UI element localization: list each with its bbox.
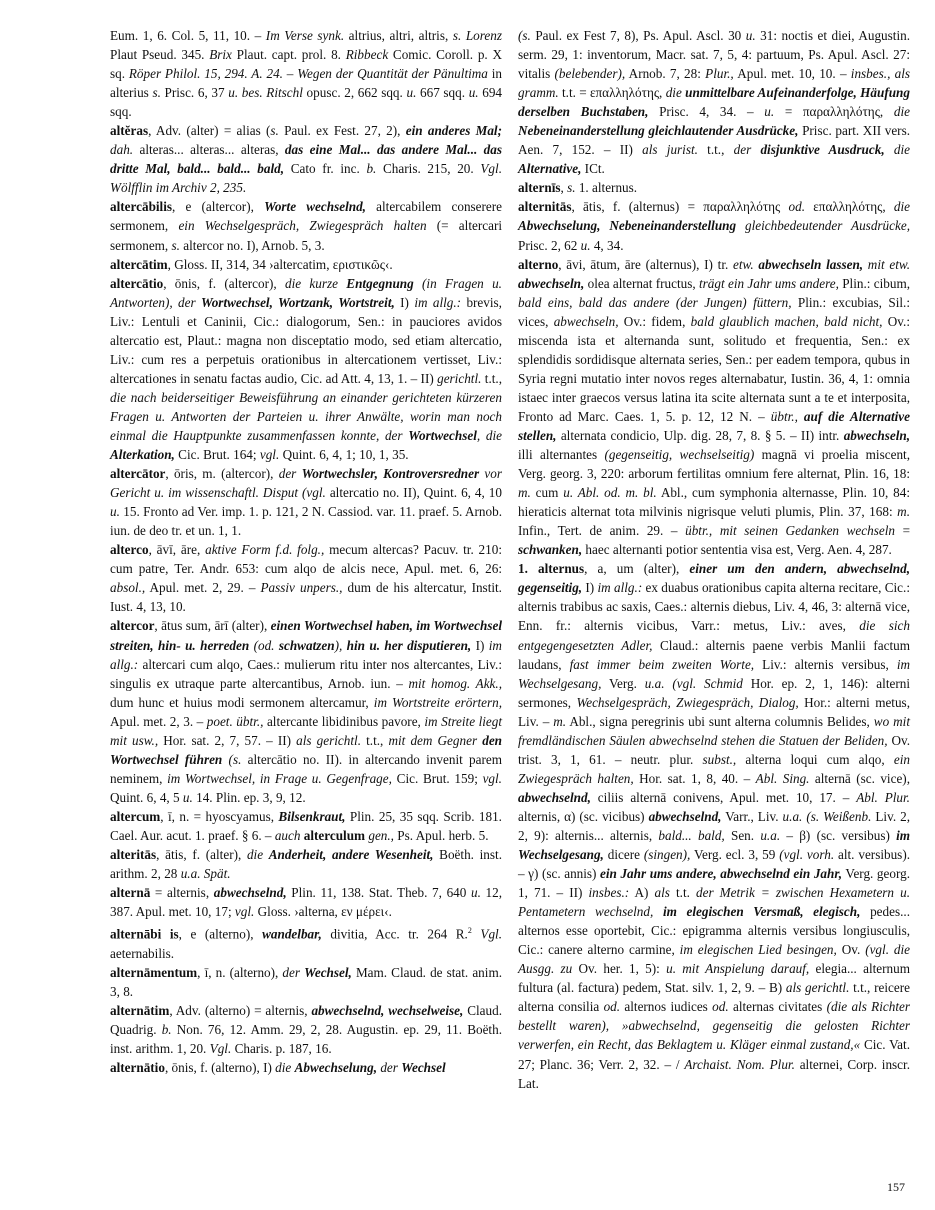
headword: altercātim [110,256,168,272]
italic-note: absol., [110,580,146,596]
italic-note: der [733,142,761,158]
italic-note: u. [182,789,193,805]
dictionary-entry: alternā = alternis, abwechselnd, Plin. 11, 138. Stat. Theb. 7, 640 u. 12, 387. Apul. met. 10, 17; vgl. Gloss. ›alterna, εν μέρει‹. [110,885,502,920]
italic-note: (gegenseitig, wechselseitig) [604,447,755,463]
italic-note: im allg.: [414,294,462,310]
headword: 1. alternus [518,561,585,577]
italic-note: vgl. [234,904,255,920]
headword: alternitās [518,199,572,215]
italic-note: u.a. (s. Weißenb. [782,808,872,824]
italic-note: ein Wechselgespräch, Zwiegespräch halten [178,218,427,234]
translation: abwechselnd, [518,789,591,805]
dictionary-entry: alternātim, Adv. (alterno) = alternis, abwechselnd, wechselweise, Claud. Quadrig. b. Non. 76, 12. Amm. 29, 2, 28. Augustin. ep. 29, 11. Boëth. inst. arithm. 1, 20. Vgl. Charis. p. 187, 16. [110,1002,502,1056]
headword: altĕras [110,123,149,139]
dictionary-entry: altercātor, ōris, m. (altercor), der Wortwechsler, Kontroversredner vor Gericht u. im wissenschaftl. Disput (vgl. altercatio no. II), Quint. 6, 4, 10 u. 15. Fronto ad Ver. imp. 1. p. 121, 2 N. Cassiod. var. 11. praef. 5. Arnob. iun. de deo tr. et un. 1, 1. [110,466,502,539]
translation: abwechselnd, wechselweise, [311,1002,464,1018]
italic-note: wo mit fremdländischen Säulen abwechselnd stehen die Statuen der Beliden, [518,713,910,748]
dictionary-entry: alternitās, ātis, f. (alternus) = παραλληλότης od. επαλληλότης, die Abwechselung, Nebeneinanderstellung gleichbedeutender Ausdrücke, Prisc. 2, 62 u. 4, 34. [518,199,910,253]
translation: abwechselnd, [213,885,287,901]
left-column [110,26,502,1077]
italic-note: vgl. [482,770,502,786]
italic-note: Vgl. [480,926,503,942]
italic-note: die [275,1059,295,1075]
italic-note: u. [470,885,481,901]
italic-note: ), [334,637,347,653]
italic-note: Röper Philol. 15, 294. A. 24. – Wegen der Quantität der Pänultima [128,66,488,82]
italic-note: im Wortwechsel, in Frage u. Gegenfrage, [167,770,392,786]
italic-note: die nach beiderseitiger Beweisführung an einander gerichteten kürzeren Fragen u. Antworten der Parteien u. ihrer Anwälte, worin man noch einmal die Hauptpunkte zusammenfassen konnte, der [110,389,502,443]
italic-note: Im Verse synk. [265,28,345,43]
italic-note: u. [468,85,479,101]
italic-note: (die als Richter bestellt waren), »abwechselnd, gegenseitig die gelosten Richter verwerfen, ein Recht, das Beklagtem u. Kläger einmal zustand,« [518,999,910,1053]
translation: abwechselnd, [648,808,722,824]
italic-note: od. [712,999,729,1015]
translation: schwanken, [518,542,583,558]
italic-note: Vgl. [209,1040,232,1056]
italic-note: u.a. (vgl. Schmid [644,675,743,691]
italic-note: ein Zwiegespräch halten, [518,751,910,786]
italic-note: bald eins, bald das andere (der Jungen) füttern, [518,294,792,310]
headword: altercātor [110,466,166,482]
italic-note: die [884,142,910,158]
translation: hin u. her disputieren, [346,637,472,653]
translation: den Wortwechsel führen [110,732,502,767]
italic-note: als [654,885,670,901]
italic-note: der [282,964,305,980]
dictionary-entry: altĕras, Adv. (alter) = alias (s. Paul. ex Fest. 27, 2), ein anderes Mal; dah. alteras... alteras... alteras, das eine Mal... das andere Mal... das dritte Mal, bald... bald... bald, Cato fr. inc. b. Charis. 215, 20. Vgl. Wölfflin im Archiv 2, 235. [110,123,502,196]
dictionary-entry: alterno, āvi, ātum, āre (alternus), I) tr. etw. abwechseln lassen, mit etw. abwechseln, olea alternat fructus, trägt ein Jahr ums andere, Plin.: cibum, bald eins, bald das andere (der Jungen) füttern, Plin.: excubias, Sil.: vices, abwechseln, Ov.: fidem, bald glaublich machen, bald nicht, Ov.: miscenda ista et alternanda sunt, solitudo et frequentia, Sen.: ex splendidis sordidisque alternata series, Sen.: per eadem tempora, qubus in Syria regni mutatio inter novos reges alternabatur, Iustin. 36, 4, 1: omnia istaec inter graecos versus latina ita scite alternata sunt a te et interposita, Fronto ad Marc. Caes. 1, 5. p. 12, 12 N. – übtr., auf die Alternative stellen, alternata condicio, Ulp. dig. 28, 7, 8. § 5. – II) intr. abwechseln, illi alternantes (gegenseitig, wechselseitig) magnā vi proelia miscent, Verg. georg. 3, 220: arborum fertilitas omnium fere alternat, Plin. 16, 18: m. cum u. Abl. od. m. bl. Abl., cum symphonia alternasse, Plin. 10, 84: hieraticis alternat tota milvinis nigrisque veluti plumis, Plin. 37, 168: m. Infin., Tert. de anim. 29. – übtr., mit seinen Gedanken wechseln = schwanken, haec alternanti potior sententia visa est, Verg. Aen. 4, 287. [518,256,911,558]
translation: Wortwechsel [408,427,477,443]
translation: Wortwechsel, Wortzank, Wortstreit, [200,294,395,310]
italic-note: m. [518,485,531,501]
italic-note: u.a. Spät. [180,866,231,882]
headword: alternāmentum [110,964,198,980]
headword: alterno [518,256,559,272]
italic-note: u. [110,504,120,520]
italic-note: insbes., als gramm. [518,66,910,101]
italic-note: (vgl. die Ausgg. zu [518,942,910,977]
italic-note: (singen), [643,847,691,863]
italic-note: mit homog. Akk., [408,675,503,691]
italic-note: als gerichtl. [296,732,361,748]
italic-note: insbes.: [588,885,630,901]
italic-note: im allg.: [110,637,502,672]
headword: altercum [110,808,161,824]
italic-note: im Wortstreite erörtern, [373,694,502,710]
italic-note: (od. [249,637,279,653]
italic-note: im allg.: [597,580,643,596]
translation: Wortwechsler, Kontroversredner [301,466,480,482]
italic-note: poet. übtr., [206,713,264,729]
dictionary-entry: altercātim, Gloss. II, 314, 34 ›altercatim, εριστικῶς‹. [110,256,393,272]
headword: alterculum [303,827,366,843]
italic-note: als gerichtl. [785,980,850,996]
italic-note: im Streite liegt mit usw., [110,713,503,748]
italic-note: od. [603,999,621,1015]
italic-note: Ribbeck [345,47,389,63]
translation: disjunktive Ausdruck, [760,142,885,158]
italic-note: (in Fragen u. Antworten), der [110,275,502,310]
translation: einer um den andern, abwechselnd, gegenseitig, [518,561,911,596]
italic-note: gerichtl. [437,370,482,386]
italic-note: bald glaublich machen, bald nicht, [690,313,883,329]
right-column [518,26,910,1093]
headword: alteritās [110,847,157,863]
translation: abwechseln lassen, [758,256,864,272]
translation: wandelbar, [262,926,322,942]
italic-note: s. Lorenz [452,28,502,43]
dictionary-entry: alternātio, ōnis, f. (alterno), I) die Abwechselung, der Wechsel [110,1059,446,1075]
italic-note: Vgl. Wölfflin im Archiv 2, 235. [110,161,502,196]
superscript: 2 [467,926,472,936]
italic-note: übtr., mit seinen Gedanken wechseln [685,523,895,539]
italic-note: vgl. [259,447,280,463]
italic-note: etw. [733,256,759,272]
translation: auf die Alternative stellen, [518,408,910,443]
italic-note: Abl. Plur. [856,789,910,805]
dictionary-entry: altercābilis, e (altercor), Worte wechselnd, altercabilem conserere sermonem, ein Wechselgespräch, Zwiegespräch halten (= altercari sermonem, s. altercor no. I), Arnob. 5, 3. [110,199,503,253]
italic-note: s. [171,237,180,253]
italic-note: abwechseln, [553,313,619,329]
dictionary-entry: alterco, āvī, āre, aktive Form f.d. folg., mecum altercas? Pacuv. tr. 210: cum patre, Ter. Andr. 653: cum alqo de alcis nece, Apul. met. 6, 26: absol., Apul. met. 2, 29. – Passiv unpers., dum de his altercatur, Instit. Iust. 4, 13, 10. [110,542,502,615]
italic-note: im Wechselgesang, [518,656,910,691]
italic-note: die [893,199,910,215]
translation: im elegischen Versmaß, elegisch, [662,904,861,920]
dictionary-entry: alteritās, ātis, f. (alter), die Anderheit, andere Wesenheit, Boëth. inst. arithm. 2, 28 u.a. Spät. [110,847,502,882]
italic-note: im elegischen Lied besingen, [679,942,837,958]
translation: Alternative, [518,161,582,177]
italic-note: der [377,1059,402,1075]
translation: Entgegnung [346,275,414,291]
italic-note: u. [764,104,775,120]
dictionary-entry: alternābi is, e (alterno), wandelbar, divitia, Acc. tr. 264 R.$^2$ Vgl. aeternabilis. [110,926,503,961]
translation: Worte wechselnd, [264,199,366,215]
italic-note: (belebender), [554,66,626,82]
translation: Abwechselung, [294,1059,378,1075]
translation: einen Wortwechsel haben, im Wortwechsel streiten, hin- u. herreden [110,618,502,653]
italic-note: (s. [518,28,531,43]
italic-note: Abl. Sing. [755,770,810,786]
italic-note: Passiv unpers., [260,580,343,596]
translation: im Wechselgesang, [518,827,911,863]
headword: alternātio [110,1059,165,1075]
italic-note: die sich entgegengesetzten Adler, [518,618,910,653]
italic-note: die kurze [285,275,347,291]
italic-note: mit dem Gegner [388,732,483,748]
translation: das eine Mal... das andere Mal... das dritte Mal, bald... bald... bald, [110,142,502,177]
italic-note: u. bes. Ritschl [228,85,303,101]
italic-note: die [893,104,910,120]
headword: alternā [110,885,151,901]
italic-note: die [246,847,269,863]
italic-note: mit etw. [863,256,911,272]
italic-note: bald... bald, [658,827,725,843]
dictionary-entry: (s. Paul. ex Fest 7, 8), Ps. Apul. Ascl. 30 u. 31: noctis et diei, Augustin. serm. 29, 1: inventorum, Macr. sat. 7, 5, 4: partuum, Ps. Apul. Ascl. 27: vitalis (belebender), Arnob. 7, 28: Plur., Apul. met. 10, 10. – insbes., als gramm. t.t. = επαλληλότης, die unmittelbare Aufeinanderfolge, Häufung derselben Buchstaben, Prisc. 4, 34. – u. = παραλληλότης, die Nebeneinanderstellung gleichlautender Ausdrücke, Prisc. part. XII vers. Aen. 7, 152. – II) als jurist. t.t., der disjunktive Ausdruck, die Alternative, ICt. [518,28,911,177]
headword: alternābi is [110,926,179,942]
dictionary-entry: alternīs, s. 1. alternus. [518,180,638,196]
page-number: 157 [887,1180,905,1194]
italic-note: s. [270,123,279,139]
translation: ein Jahr ums andere, abwechselnd ein Jahr, [600,866,843,882]
italic-note: m. [897,504,910,520]
italic-note: , die [476,427,502,443]
italic-note: auch [274,827,304,843]
italic-note: der [278,466,302,482]
dictionary-entry: Eum. 1, 6. Col. 5, 11, 10. – Im Verse synk. altrius, altri, altris, s. Lorenz Plaut Pseud. 345. Brix Plaut. capt. prol. 8. Ribbeck Comic. Coroll. p. X sq. Röper Philol. 15, 294. A. 24. – Wegen der Quantität der Pänultima in alterius s. Prisc. 6, 37 u. bes. Ritschl opusc. 2, 662 sqq. u. 667 sqq. u. 694 sqq. [110,28,502,120]
italic-note: b. [161,1021,172,1037]
italic-note: übtr., [770,408,798,424]
headword: altercābilis [110,199,173,215]
headword: alternīs [518,180,561,196]
italic-note: od. [788,199,806,215]
headword: altercor [110,618,155,634]
dictionary-entry: altercātio, ōnis, f. (altercor), die kurze Entgegnung (in Fragen u. Antworten), der Wortwechsel, Wortzank, Wortstreit, I) im allg.: brevis, Liv.: Lentuli et Caninii, Cic.: dialogorum, Sen.: in pauciores avidos altercatio est, Plaut.: magna non disceptatio modo, sed etiam altercatio, Liv.: cum res a perpetuis orationibus in altercationem vertisset, Liv.: altercationes in senatu factas audio, Cic. ad Att. 4, 13, 1. – II) gerichtl. t.t., die nach beiderseitiger Beweisführung an einander gerichteten kürzeren Fragen u. Antworten der Parteien u. ihrer Anwälte, worin man noch einmal die Hauptpunkte zusammenfassen konnte, der Wortwechsel, die Alterkation, Cic. Brut. 164; vgl. Quint. 6, 4, 1; 10, 1, 35. [110,275,502,463]
italic-note: der Metrik = zwischen Hexametern u. Pentametern wechselnd, [518,885,910,920]
headword: altercātio [110,275,164,291]
translation: Abwechselung, Nebeneinanderstellung [518,218,737,234]
italic-note: u. Abl. od. m. bl. [563,485,657,501]
italic-note: Brix [209,47,232,63]
translation: Nebeneinanderstellung gleichlautender Ausdrücke, [518,123,799,139]
italic-note: als jurist. [642,142,698,158]
italic-note: b. [366,161,377,177]
italic-note: (vgl. vorh. [779,847,835,863]
dictionary-entry: alternāmentum, ī, n. (alterno), der Wechsel, Mam. Claud. de stat. anim. 3, 8. [110,964,502,999]
italic-note: s. [152,85,161,101]
italic-note: Plur., [705,66,734,82]
italic-note: gen., [368,827,394,843]
translation: Bilsenkraut, [278,808,346,824]
dictionary-entry: altercum, ī, n. = hyoscyamus, Bilsenkraut, Plin. 25, 35 sqq. Scrib. 181. Cael. Aur. acut. 1. praef. § 6. – auch alterculum gen., Ps. Apul. herb. 5. [110,808,502,843]
italic-note: u.a. [760,827,781,843]
italic-note: s. [567,180,576,196]
translation: abwechseln, [518,275,585,291]
italic-note: u. [406,85,417,101]
translation: Wechsel, [304,964,352,980]
translation: ein anderes Mal; [405,123,502,139]
translation: unmittelbare Aufeinanderfolge, Häufung derselben Buchstaben, [518,85,910,120]
italic-note: m. [553,713,567,729]
italic-note: dah. [110,142,134,158]
italic-note: die [665,85,686,101]
italic-note: Archaist. Nom. Plur. [684,1056,795,1072]
italic-note: u. [745,28,756,43]
italic-note: subst., [702,751,737,767]
italic-note: vor Gericht u. im wissenschaftl. Disput (vgl. [110,466,502,501]
translation: abwechseln, [843,427,910,443]
translation: Wechsel [401,1059,446,1075]
translation: schwatzen [278,637,335,653]
italic-note: trägt ein Jahr ums andere, [699,275,839,291]
italic-note: Wechselgespräch, Zwiegespräch, Dialog, [576,694,799,710]
italic-note: u. mit Anspielung darauf, [666,961,810,977]
dictionary-entry: altercor, ātus sum, ārī (alter), einen Wortwechsel haben, im Wortwechsel streiten, hin- u. herreden (od. schwatzen), hin u. her disputieren, I) im allg.: altercari cum alqo, Caes.: mulierum ritu inter nos altercantes, Liv.: singulis ex utraque parte altercantibus, Arnob. iun. – mit homog. Akk., dum hunc et huius modi sermonem altercamur, im Wortstreite erörtern, Apul. met. 2, 3. – poet. übtr., altercante libidinibus pavore, im Streite liegt mit usw., Hor. sat. 2, 7, 57. – II) als gerichtl. t.t., mit dem Gegner den Wortwechsel führen (s. altercātio no. II). in altercando invenit parem neminem, im Wortwechsel, in Frage u. Gegenfrage, Cic. Brut. 159; vgl. Quint. 6, 4, 5 u. 14. Plin. ep. 3, 9, 12. [110,618,503,805]
italic-note: gleichbedeutender Ausdrücke, [736,218,910,234]
italic-note: u. [580,237,591,253]
translation: Alterkation, [110,447,175,463]
headword: alterco [110,542,149,558]
italic-note: fast immer beim zweiten Worte, [569,656,755,672]
headword: alternātim [110,1002,170,1018]
italic-note: (s. [222,751,242,767]
translation: Anderheit, andere Wesenheit, [268,847,434,863]
italic-note: aktive Form f.d. folg., [205,542,325,558]
dictionary-entry: 1. alternus, a, um (alter), einer um den andern, abwechselnd, gegenseitig, I) im allg.: ex duabus orationibus capita alterna recitare, Cic.: alternis trabibus ac saxis, Caes.: alternis diebus, Liv. 4, 46, 3: alternā vice, Enn. fr.: alternis vicibus, Varr.: metus, Liv.: aves, die sich entgegengesetzten Adler, Claud.: alternis paene verbis Manlii factum laudans, fast immer beim zweiten Worte, Liv.: alternis versibus, im Wechselgesang, Verg. u.a. (vgl. Schmid Hor. ep. 2, 1, 146): alterni sermones, Wechselgespräch, Zwiegespräch, Dialog, Hor.: alterni metus, Liv. – m. Abl., signa peregrinis ubi sunt alterna columnis Belides, wo mit fremdländischen Säulen abwechselnd stehen die Statuen der Beliden, Ov. trist. 3, 1, 61. – neutr. plur. subst., alterna loqui cum alqo, ein Zwiegespräch halten, Hor. sat. 1, 8, 40. – Abl. Sing. alternā (sc. vice), abwechselnd, ciliis alternā conivens, Apul. met. 10, 17. – Abl. Plur. alternis, α) (sc. vicibus) abwechselnd, Varr., Liv. u.a. (s. Weißenb. Liv. 2, 2, 9): alternis... alternis, bald... bald, Sen. u.a. – β) (sc. versibus) im Wechselgesang, dicere (singen), Verg. ecl. 3, 59 (vgl. vorh. alt. versibus). – γ) (sc. annis) ein Jahr ums andere, abwechselnd ein Jahr, Verg. georg. 1, 71. – II) insbes.: A) als t.t. der Metrik = zwischen Hexametern u. Pentametern wechselnd, im elegischen Versmaß, elegisch, pedes... alternos esse oportebit, Cic.: epigramma alternis versibus longiusculis, Cic.: canere alterno carmine, im elegischen Lied besingen, Ov. (vgl. die Ausgg. zu Ov. her. 1, 5): u. mit Anspielung darauf, elegia... alternum fultura (al. factura) pedem, Stat. silv. 1, 2, 9. – B) als gerichtl. t.t., reicere alterna consilia od. alternos iudices od. alternas civitates (die als Richter bestellt waren), »abwechselnd, gegenseitig die gelosten Richter verwerfen, ein Recht, das Beklagtem u. Kläger einmal zustand,« Cic. Vat. 27; Planc. 36; Verr. 2, 32. – / Archaist. Nom. Plur. alternei, Corp. inscr. Lat. [518,561,911,1091]
